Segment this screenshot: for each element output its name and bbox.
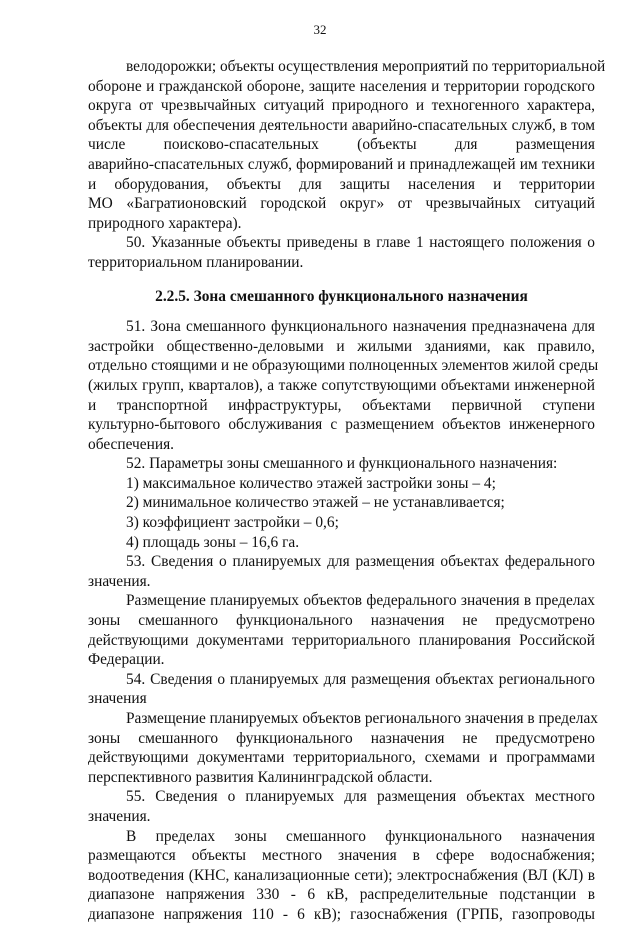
para-52 xyxy=(88,454,595,474)
para-federal-placement xyxy=(88,591,595,669)
text-line: Федерации. xyxy=(88,651,165,669)
list-item-3 xyxy=(88,513,595,533)
text-line: и транспортной инфраструктуры, объектами первичной ступени xyxy=(88,396,595,414)
document-body xyxy=(88,57,606,925)
text-line: 54. Сведения о планируемых для размещения объектах регионального xyxy=(126,670,595,688)
para-55 xyxy=(88,787,595,826)
text-line: отдельно стоящими и не образующими полноценных элементов жилой среды xyxy=(88,357,599,375)
text-line: перспективного развития Калининградской области. xyxy=(88,768,433,786)
text-line: велодорожки; объекты осуществления мероприятий по территориальной xyxy=(126,58,606,75)
text-line: аварийно-спасательных служб, формирований и принадлежащей им техники xyxy=(88,155,595,173)
text-line: обороне и гражданской обороне, защите населения и территории городского xyxy=(88,77,595,95)
text-line: действующими документами территориального планирования Российской xyxy=(88,631,595,649)
text-line: территориальном планировании. xyxy=(88,253,304,271)
heading-text: 2.2.5. Зона смешанного функционального назначения xyxy=(155,287,528,305)
text-line: зоны смешанного функционального назначения не предусмотрено xyxy=(88,729,595,747)
text-line: 52. Параметры зоны смешанного и функционального назначения: xyxy=(126,455,558,473)
text-line: 55. Сведения о планируемых для размещения объектах местного xyxy=(126,788,595,806)
text-line: обеспечения. xyxy=(88,435,175,453)
text-line: действующими документами территориального, схемами и программами xyxy=(88,749,595,767)
text-line: значения. xyxy=(88,807,151,825)
text-line: культурно-бытового обслуживания с размещением объектов инженерного xyxy=(88,416,595,434)
text-line: 2) минимальное количество этажей – не устанавливается; xyxy=(126,494,505,512)
text-line: 51. Зона смешанного функционального назначения предназначена для xyxy=(126,318,595,336)
text-line: Размещение планируемых объектов федерального значения в пределах xyxy=(126,592,595,610)
text-line: числе поисково-спасательных (объекты для размещения xyxy=(88,136,595,154)
page-number: 32 xyxy=(313,22,327,37)
text-line: значения. xyxy=(88,572,151,590)
para-objects-list-cont xyxy=(88,57,606,233)
para-local-placement xyxy=(88,827,595,925)
text-line: размещаются объекты местного значения в сфере водоснабжения; xyxy=(88,847,595,865)
text-line: застройки общественно-деловыми и жилыми зданиями, как правило, xyxy=(88,337,595,355)
text-line: В пределах зоны смешанного функционального назначения xyxy=(126,827,595,845)
text-line: 1) максимальное количество этажей застройки зоны – 4; xyxy=(126,474,496,492)
list-item-2 xyxy=(88,493,595,513)
text-line: (жилых групп, кварталов), а также сопутствующими объектами инженерной xyxy=(88,376,595,394)
text-line: диапазоне напряжения 330 - 6 кВ, распределительные подстанции в xyxy=(88,886,595,904)
text-line: объекты для обеспечения деятельности аварийно-спасательных служб, в том xyxy=(88,116,595,134)
list-item-1 xyxy=(88,474,595,494)
text-line: зоны смешанного функционального назначения не предусмотрено xyxy=(88,612,595,630)
text-line: округа от чрезвычайных ситуаций природного и техногенного характера, xyxy=(88,97,595,115)
para-regional-placement xyxy=(88,709,598,787)
section-heading-2-2-5 xyxy=(88,287,595,307)
text-line: природного характера). xyxy=(88,214,242,232)
text-line: диапазоне напряжения 110 - 6 кВ); газоснабжения (ГРПБ, газопроводы xyxy=(88,905,595,923)
para-54 xyxy=(88,670,595,709)
para-53 xyxy=(88,552,595,591)
text-line: 4) площадь зоны – 16,6 га. xyxy=(126,533,300,551)
text-line: и оборудования, объекты для защиты населения и территории xyxy=(88,175,595,193)
text-line: водоотведения (КНС, канализационные сети); электроснабжения (ВЛ (КЛ) в xyxy=(88,866,595,884)
list-item-4 xyxy=(88,533,595,553)
para-50 xyxy=(88,233,595,272)
text-line: Размещение планируемых объектов регионального значения в пределах xyxy=(126,710,598,727)
text-line: МО «Багратионовский городской округ» от чрезвычайных ситуаций xyxy=(88,195,595,213)
para-51 xyxy=(88,317,599,454)
text-line: 3) коэффициент застройки – 0,6; xyxy=(126,514,339,532)
text-line: значения xyxy=(88,690,147,708)
text-line: 53. Сведения о планируемых для размещения объектах федерального xyxy=(126,553,595,571)
text-line: 50. Указанные объекты приведены в главе 1 настоящего положения о xyxy=(126,234,595,252)
